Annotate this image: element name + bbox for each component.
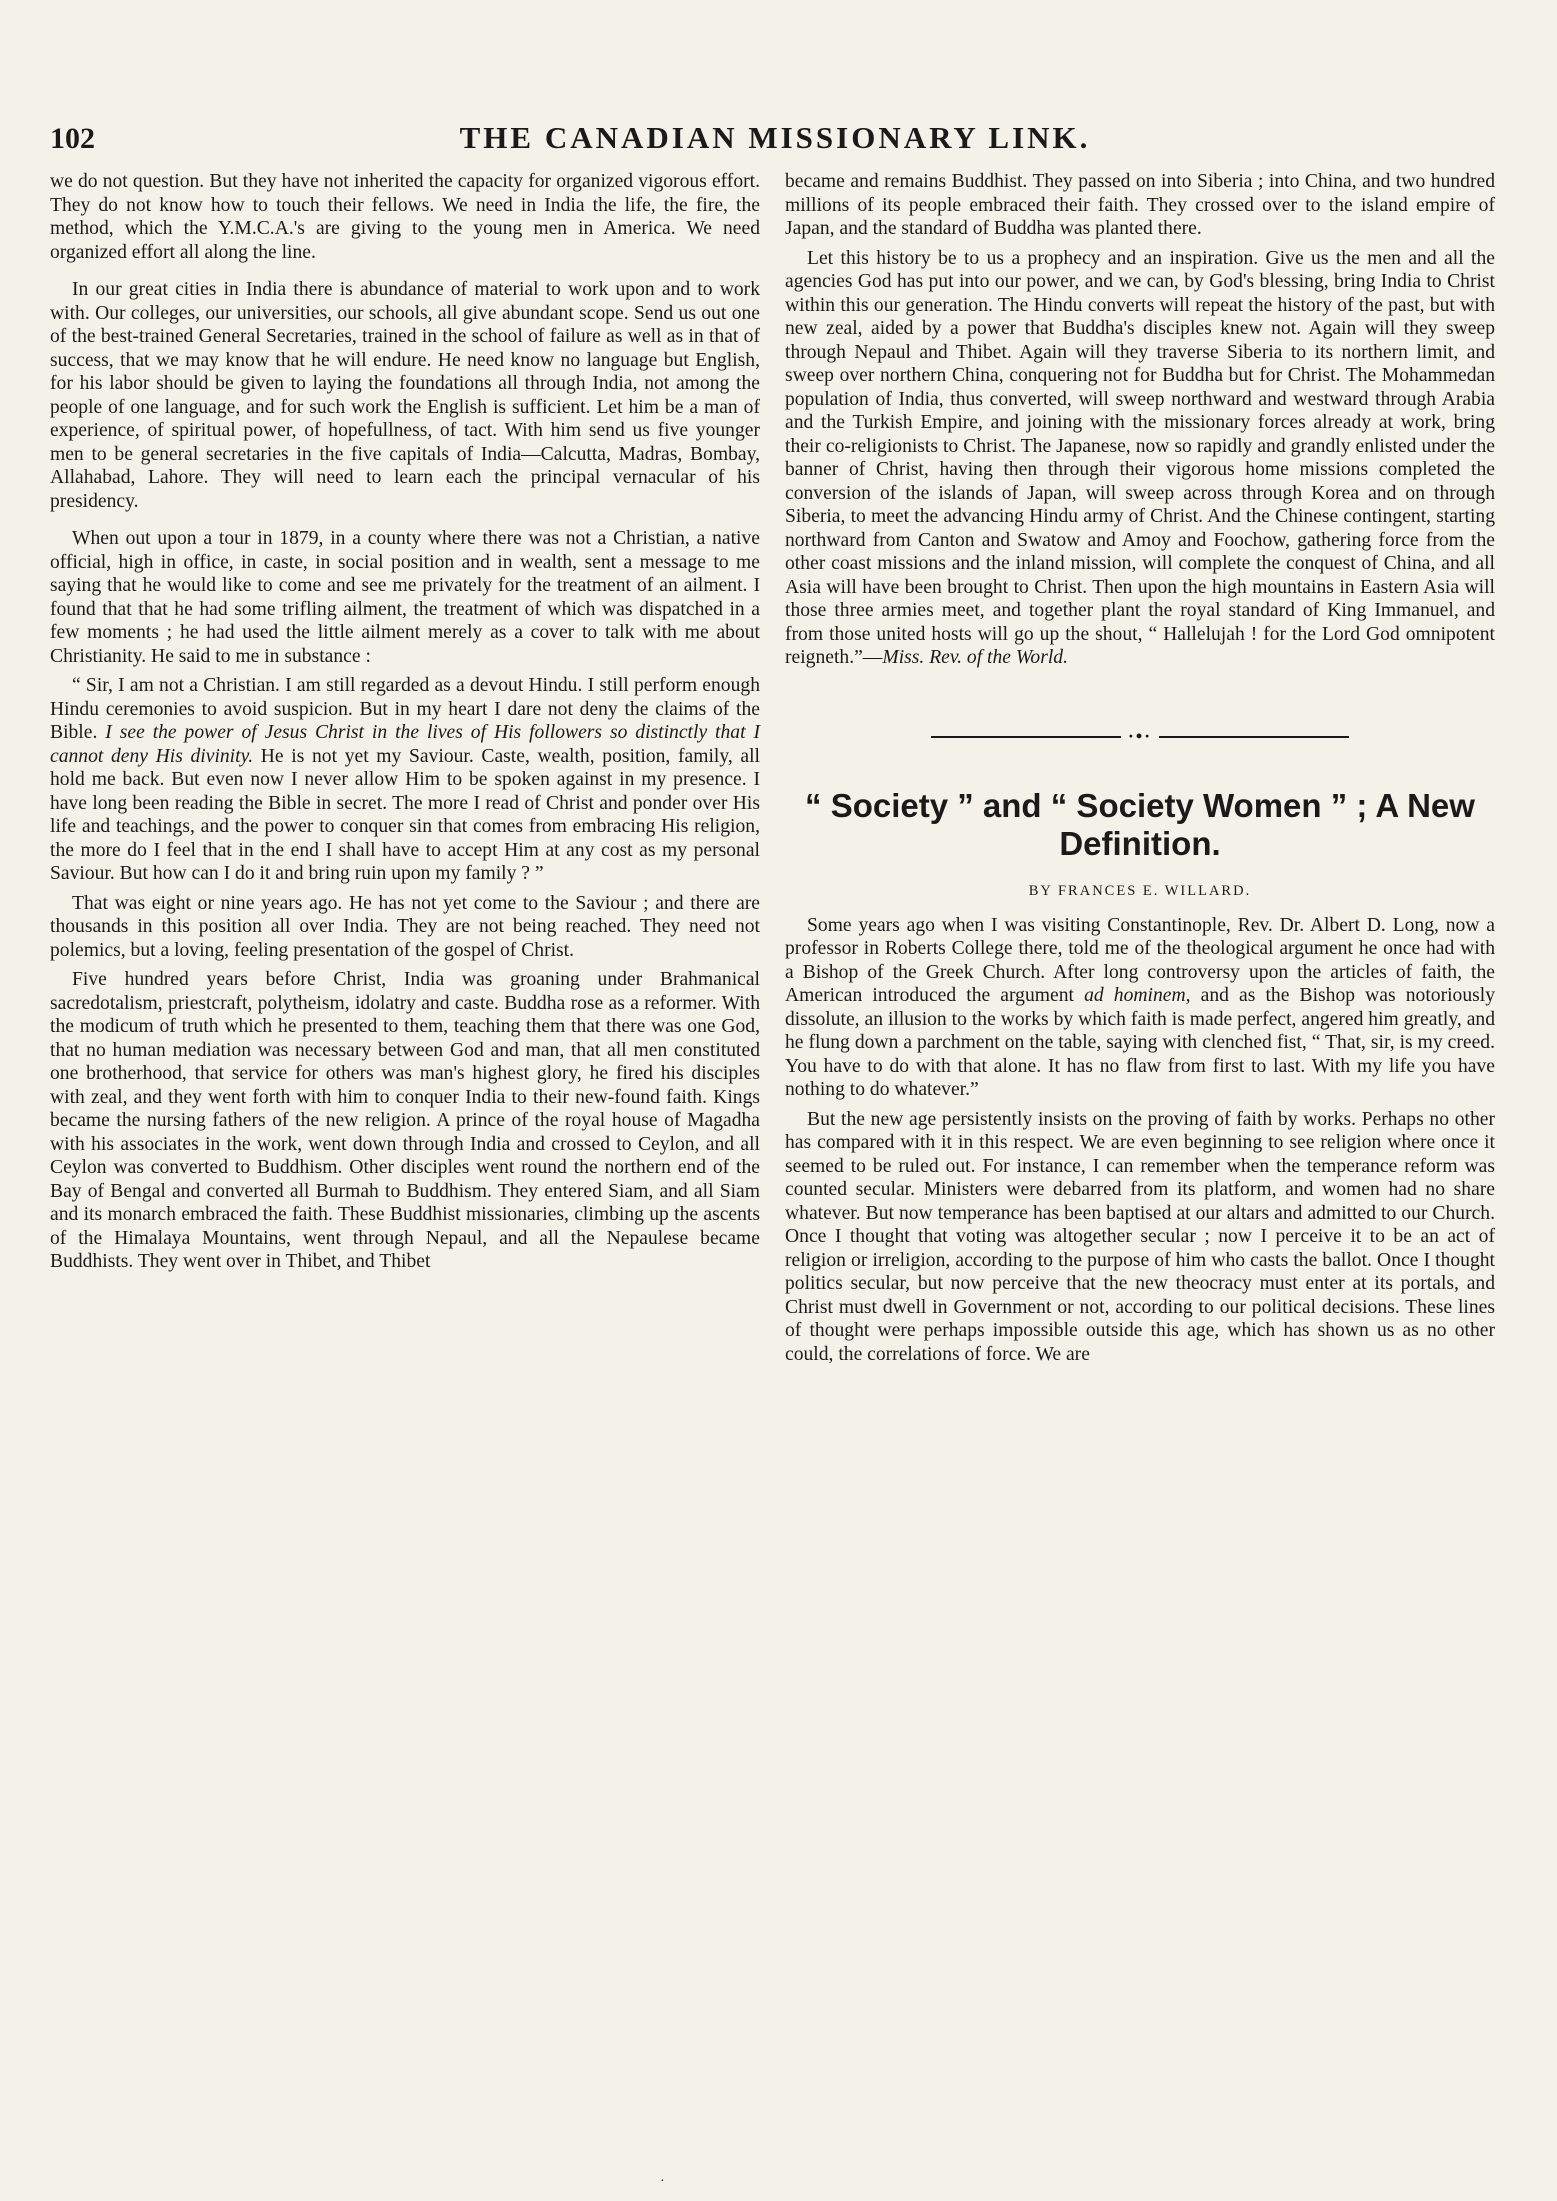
left-column	[50, 170, 760, 1274]
paragraph-text: Let this history be to us a prophecy and an inspiration. Give us the men and all the agencies God has put into our power, and we can, by God's blessing, bring India to Christ within this our generation. The Hindu converts will repeat the history of the past, but with new zeal, aided by a power that Buddha's disciples knew not. Again will they sweep through Nepaul and Thibet. Again will they traverse Siberia to its northern limit, and sweep over northern China, conquering not for Buddha but for Christ. The Mohammedan population of India, thus converted, will sweep northward and westward through Arabia and the Turkish Empire, and joining with the missionary forces already at work, bring their co-religionists to Christ. The Japanese, now so rapidly and grandly enlisted under the banner of Christ, having then through their vigorous home missions completed the conversion of the islands of Japan, will sweep across through Korea and on through Siberia, to meet the advancing Hindu army of Christ. And the Chinese contingent, starting northward from Canton and Swatow and Amoy and Foochow, gathering force from the other coast missions and the inland mission, will complete the conquest of China, and all Asia will have been brought to Christ. Then upon the high mountains in Eastern Asia will those three armies meet, and together plant the royal standard of King Immanuel, and from those united hosts will go up the shout, “ Hallelujah ! for the Lord God omnipotent reigneth.”—	[785, 247, 1495, 668]
paragraph: That was eight or nine years ago. He has not yet come to the Saviour ; and there are thousands in this position all over India. They are not being reached. They need not polemics, but a loving, feeling presentation of the gospel of Christ.	[50, 892, 760, 961]
paragraph: Five hundred years before Christ, India was groaning under Brahmanical sacredotalism, priestcraft, polytheism, idolatry and caste. Buddha rose as a reformer. With the modicum of truth which he presented to them, teaching them that there was one God, that no human mediation was necessary between God and man, that all men constituted one brotherhood, that service for others was man's highest glory, he fired his disciples with zeal, and they went forth with him to conquer India to their new-found faith. Kings became the nursing fathers of the new religion. A prince of the royal house of Magadha with his associates in the work, went down through India and crossed to Ceylon, and all Ceylon was converted to Buddhism. Other disciples went round the northern end of the Bay of Bengal and converted all Burmah to Buddhism. They entered Siam, and all Siam and its monarch embraced the faith. These Buddhist missionaries, climbing up the ascents of the Himalaya Mountains, went through Nepaul, and all the Nepaulese became Buddhists. They went over in Thibet, and Thibet	[50, 969, 760, 1272]
quote-paragraph	[50, 674, 760, 886]
right-column	[785, 170, 1495, 1366]
quote-italic: I see the power of Jesus Christ in the lives of His followers so distinctly that I cannot deny His divinity.	[50, 722, 760, 767]
paragraph-text: and as the Bishop was notoriously dissolute, an illusion to the works by which faith is made perfect, angered him greatly, and he flung down a parchment on the table, saying with clenched fist, “ That, sir, is my creed. You have to do with that alone. It has no flaw from first to last. With my life you have nothing to do whatever.”	[785, 985, 1496, 1100]
paragraph	[785, 247, 1495, 670]
paragraph	[785, 914, 1495, 1102]
quote-text: “ Sir, I am not a Christian. I am still regarded as a devout Hindu. I still perform enough Hindu ceremonies to avoid suspicion. But in my heart I dare not deny the claims of the Bible.	[50, 675, 760, 743]
source-citation: Miss. Rev. of the World.	[882, 647, 1068, 668]
latin-phrase: ad hominem,	[1084, 985, 1191, 1006]
paragraph: became and remains Buddhist. They passed on into Siberia ; into China, and two hundred millions of its people embraced their faith. They crossed over to the island empire of Japan, and the standard of Buddha was planted there.	[785, 171, 1495, 239]
page-number: 102	[50, 122, 95, 155]
page-header	[50, 118, 1500, 162]
paragraph: But the new age persistently insists on the proving of faith by works. Perhaps no other has compared with it in this respect. We are even beginning to see religion where once it seemed to be ruled out. For instance, I can remember when the temperance reform was counted secular. Ministers were debarred from its platform, and women had no share whatever. But now temperance has been baptised at our altars and admitted to our Church. Once I thought that voting was altogether secular ; now I perceive it to be an act of religion or irreligion, according to the purpose of him who casts the ballot. Once I thought politics secular, but now perceive that the new theocracy must enter at its portals, and Christ must dwell in Government or not, according to our political decisions. These lines of thought were perhaps impossible outside this age, which has shown us as no other could, the correlations of force. We are	[785, 1108, 1495, 1365]
running-title: THE CANADIAN MISSIONARY LINK.	[459, 120, 1091, 155]
section-separator: ·•·	[785, 726, 1495, 747]
section-title: “ Society ” and “ Society Women ” ; A New Definition.	[805, 786, 1475, 862]
paragraph: we do not question. But they have not inherited the capacity for organized vigorous effort. They do not know how to touch their fellows. We need in India the life, the fire, the method, which the Y.M.C.A.'s are giving to the young men in America. We need organized effort all along the line.	[50, 171, 760, 263]
paragraph-text: Some years ago when I was visiting Constantinople, Rev. Dr. Albert D. Long, now a professor in Roberts College there, told me of the theological argument he once had with a Bishop of the Greek Church. After long controversy upon the articles of faith, the American introduced the argument	[785, 914, 1495, 1006]
byline: BY FRANCES E. WILLARD.	[1028, 882, 1252, 899]
paragraph: In our great cities in India there is abundance of material to work upon and to work with. Our colleges, our universities, our schools, all give abundant scope. Send us out one of the best-trained General Secretaries, trained in the school of failure as well as in that of success, that we may know that he will endure. He need know no language but English, for his labor should be given to laying the foundations all through India, not among the people of one language, and for such work the English is sufficient. Let him be a man of experience, of spiritual power, of hopefullness, of tact. With him send us five younger men to be general secretaries in the five capitals of India—Calcutta, Madras, Bombay, Allahabad, Lahore. They will need to learn each the principal vernacular of his presidency.	[50, 279, 760, 512]
paragraph: When out upon a tour in 1879, in a county where there was not a Christian, a native official, high in office, in caste, in social position and in wealth, sent a message to me saying that he would like to come and see me privately for the treatment of an ailment. I found that that he had some trifling ailment, the treatment of which was dispatched in a few moments ; he had used the little ailment merely as a cover to talk with me about Christianity. He said to me in substance :	[50, 528, 760, 667]
quote-text: He is not yet my Saviour. Caste, wealth, position, family, all hold me back. But even now I never allow Him to be spoken against in my presence. I have long been reading the Bible in secret. The more I read of Christ and ponder over His life and teachings, and the power to conquer sin that comes from embracing His religion, the more do I feel that in the end I shall have to accept Him at any cost as my personal Saviour. But how can I do it and bring ruin upon my family ? ”	[50, 745, 761, 884]
page-mark: ·	[660, 2174, 665, 2189]
